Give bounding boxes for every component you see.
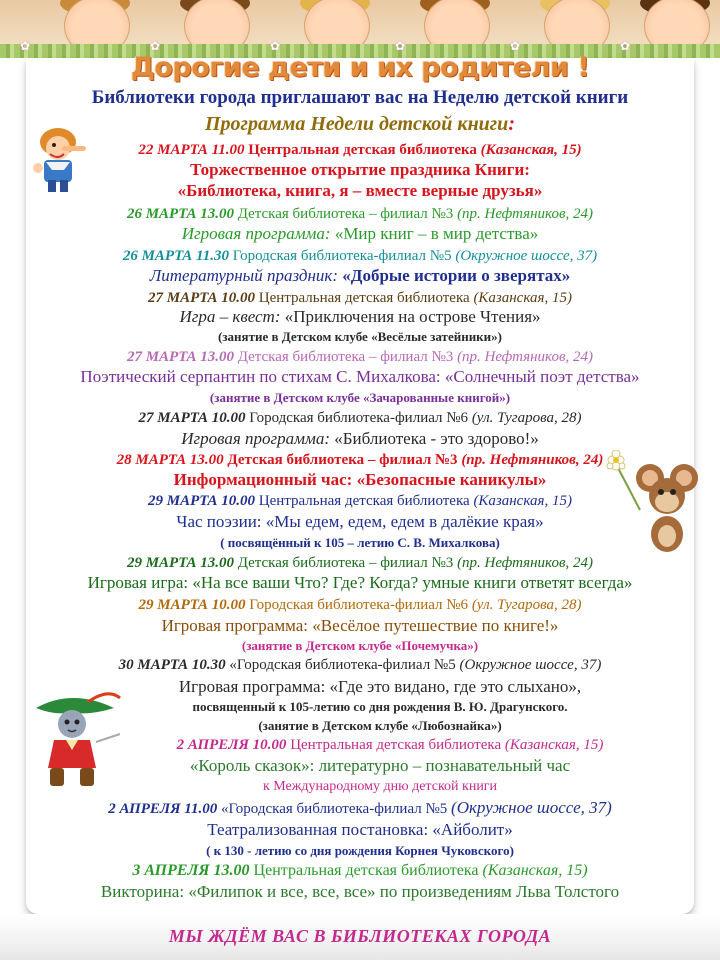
event-name: «Приключения на острове Чтения» <box>284 307 541 326</box>
event-description: «Король сказок»: литературно – познавательный час <box>189 756 571 775</box>
event-description <box>0 224 720 244</box>
event-header <box>0 140 720 160</box>
event-description: Игровая игра: «На все ваши Что? Где? Когда? умные книги ответят всегда» <box>87 573 633 592</box>
event-header <box>0 408 720 428</box>
event-label: Игровая программа: <box>181 224 331 243</box>
event-address: (Казанская, 15) <box>473 290 572 306</box>
event-note: (занятие в Детском клубе «Почемучка») <box>241 638 479 653</box>
event-header <box>0 204 720 224</box>
event-place: Детская библиотека – филиал №3 <box>237 206 454 222</box>
event-note: посвященный к 105-летию со дня рождения В. Ю. Драгунского. <box>192 699 568 714</box>
event-label: Игровая программа: <box>181 429 331 448</box>
event-date: 29 МАРТА 10.00 <box>148 493 255 509</box>
event-header <box>0 450 720 470</box>
event-note: (занятие в Детском клубе «Весёлые затейники») <box>218 329 502 344</box>
event-label: Литературный праздник: <box>149 266 338 285</box>
event-place: Центральная детская библиотека <box>248 142 477 158</box>
event-address: (пр. Нефтяников, 24) <box>457 206 594 222</box>
event-header <box>0 861 720 881</box>
event-header <box>0 655 720 675</box>
event-description <box>0 266 720 286</box>
event-description <box>0 429 720 449</box>
event-date: 30 МАРТА 10.30 <box>118 657 226 673</box>
daisy-icon: ✿ <box>20 39 31 53</box>
event-header <box>0 735 720 755</box>
event-header <box>0 553 720 573</box>
closing-slogan: МЫ ЖДЁМ ВАС В БИБЛИОТЕКАХ ГОРОДА <box>168 926 552 946</box>
event-address: (Казанская, 15) <box>473 493 572 509</box>
event-date: 2 АПРЕЛЯ 11.00 <box>108 801 218 817</box>
event-place: Городская библиотека-филиал №6 <box>249 410 469 426</box>
event-place: Детская библиотека – филиал №3 <box>237 349 454 365</box>
event-label: Игра – квест: <box>179 307 281 326</box>
event-address: (ул. Тугарова, 28) <box>471 410 582 426</box>
event-description: Поэтический серпантин по стихам С. Михалкова: «Солнечный поэт детства» <box>80 367 640 386</box>
event-date: 26 МАРТА 13.00 <box>126 206 234 222</box>
event-place: Детская библиотека – филиал №3 <box>227 452 458 468</box>
event-header <box>0 798 720 819</box>
page-title: Дорогие дети и их родители ! <box>130 52 590 83</box>
event-address: (Казанская, 15) <box>504 737 604 753</box>
event-description: Информационный час: «Безопасные каникулы» <box>173 470 547 489</box>
event-description: Игровая программа: «Где это видано, где это слыхано», <box>178 677 582 696</box>
event-note: ( посвящённый к 105 – летию С. В. Михалкова) <box>220 535 500 550</box>
daisy-icon: ✿ <box>395 39 406 53</box>
event-date: 26 МАРТА 11.30 <box>122 248 229 264</box>
event-place: Центральная детская библиотека <box>253 862 479 879</box>
event-description: «Библиотека, книга, я – вместе верные друзья» <box>177 181 543 200</box>
event-address: (Окружное шоссе, 37) <box>455 248 598 264</box>
event-address: (Окружное шоссе, 37) <box>459 657 602 673</box>
event-date: 28 МАРТА 13.00 <box>116 452 224 468</box>
program-title: Программа Недели детской книги <box>205 113 509 135</box>
event-place: Центральная детская библиотека <box>258 290 470 306</box>
daisy-icon: ✿ <box>270 39 281 53</box>
event-note: к Международному дню детской книги <box>262 779 498 794</box>
event-description <box>0 307 720 327</box>
event-address: (пр. Нефтяников, 24) <box>461 452 604 468</box>
daisy-icon: ✿ <box>510 39 521 53</box>
event-name: «Библиотека - это здорово!» <box>334 429 539 448</box>
event-header <box>0 595 720 615</box>
event-date: 27 МАРТА 13.00 <box>126 349 234 365</box>
event-header <box>0 491 720 511</box>
event-place: «Городская библиотека-филиал №5 <box>229 657 456 673</box>
event-address: (ул. Тугарова, 28) <box>471 597 582 613</box>
event-header <box>0 347 720 367</box>
event-header <box>0 288 720 308</box>
event-address: (Казанская, 15) <box>480 142 582 158</box>
event-description: Торжественное открытие праздника Книги: <box>190 160 530 179</box>
event-description: Театрализованная постановка: «Айболит» <box>207 820 513 839</box>
event-place: Городская библиотека-филиал №5 <box>232 248 452 264</box>
event-note: ( к 130 - летию со дня рождения Корнея Чуковского) <box>206 843 514 858</box>
event-address: (пр. Нефтяников, 24) <box>457 349 594 365</box>
header-banner <box>0 0 720 58</box>
event-date: 29 МАРТА 10.00 <box>138 597 246 613</box>
event-description: Викторина: «Филипок и все, все, все» по произведениям Льва Толстого <box>100 882 620 901</box>
event-address: (пр. Нефтяников, 24) <box>457 555 594 571</box>
subtitle: Библиотеки города приглашают вас на Неделю детской книги <box>91 87 629 108</box>
event-address: (Окружное шоссе, 37) <box>451 798 612 817</box>
program-heading <box>0 114 720 134</box>
event-date: 29 МАРТА 13.00 <box>126 555 234 571</box>
event-date: 3 АПРЕЛЯ 13.00 <box>132 862 250 879</box>
event-name: «Добрые истории о зверятах» <box>342 266 571 285</box>
event-address: (Казанская, 15) <box>482 862 588 879</box>
event-date: 27 МАРТА 10.00 <box>138 410 246 426</box>
event-header <box>0 246 720 266</box>
event-date: 2 АПРЕЛЯ 10.00 <box>176 737 287 753</box>
event-place: Детская библиотека – филиал №3 <box>237 555 454 571</box>
event-date: 22 МАРТА 11.00 <box>138 142 245 158</box>
event-date: 27 МАРТА 10.00 <box>148 290 255 306</box>
program-colon: : <box>508 113 515 135</box>
event-place: Центральная детская библиотека <box>290 737 502 753</box>
event-place: Центральная детская библиотека <box>258 493 470 509</box>
event-place: Городская библиотека-филиал №6 <box>249 597 469 613</box>
event-description: Игровая программа: «Весёлое путешествие по книге!» <box>161 616 559 635</box>
daisy-icon: ✿ <box>150 39 161 53</box>
event-place: «Городская библиотека-филиал №5 <box>220 801 448 817</box>
event-name: «Мир книг – в мир детства» <box>334 224 539 243</box>
event-note: (занятие в Детском клубе «Зачарованные книгой») <box>209 390 511 405</box>
event-note: (занятие в Детском клубе «Любознайка») <box>258 718 502 733</box>
event-description: Час поэзии: «Мы едем, едем, едем в далёкие края» <box>176 512 544 531</box>
daisy-icon: ✿ <box>620 39 631 53</box>
